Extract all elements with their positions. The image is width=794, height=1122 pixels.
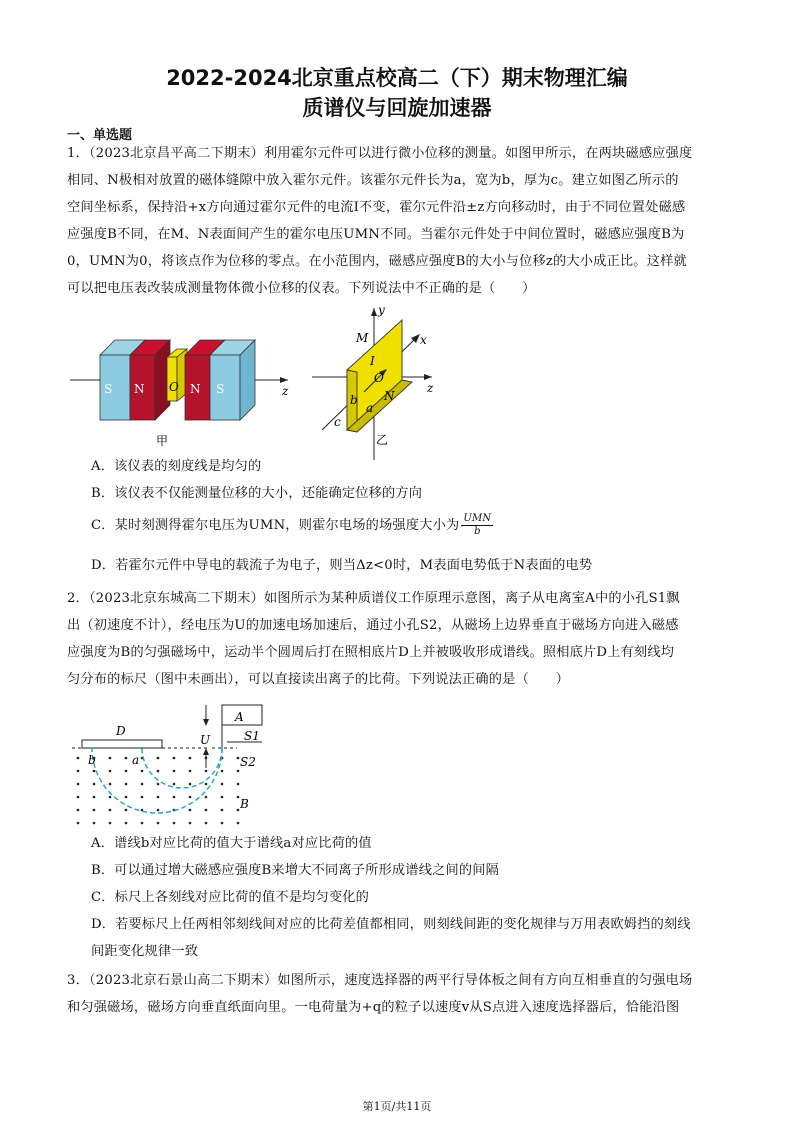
- magnetic-field-dot: [237, 809, 240, 812]
- q1-line: 相同、N极相对放置的磁体缝隙中放入霍尔元件。该霍尔元件长为a，宽为b，厚为c。建立如图乙所示的: [67, 173, 679, 188]
- q2-line: 匀分布的标尺（图中未画出），可以直接读出离子的比荷。下列说法正确的是（ ）: [67, 672, 570, 687]
- q1-line: 空间坐标系，保持沿+x方向通过霍尔元件的电流I不变，霍尔元件沿±z方向移动时，由于不同位置处磁感: [67, 200, 686, 215]
- yi-label-b: b: [350, 393, 358, 407]
- magnetic-field-dot: [109, 783, 112, 786]
- magnetic-field-dot: [173, 757, 176, 760]
- q2-option-d: D．若要标尺上任两相邻刻线间对应的比荷差值都相同，则刻线间距的变化规律与万用表欧姆挡的刻线: [91, 917, 691, 932]
- magnetic-field-dot: [189, 783, 192, 786]
- jia-label-n-right: N: [190, 382, 201, 396]
- magnetic-field-dot: [93, 809, 96, 812]
- yi-label-m: M: [356, 331, 369, 345]
- q1-option-b: B．该仪表不仅能测量位移的大小，还能确定位移的方向: [91, 486, 423, 501]
- magnetic-field-dot: [93, 770, 96, 773]
- q1-option-c: [91, 512, 755, 539]
- spec-label-d: D: [116, 724, 126, 738]
- q1-line: 0，UMN为0，将该点作为位移的零点。在小范围内，磁感应强度B的大小与位移z的大小成正比。这样就: [67, 254, 687, 269]
- magnetic-field-dot: [125, 757, 128, 760]
- magnetic-field-dot: [205, 796, 208, 799]
- spec-label-b-field: B: [240, 797, 249, 811]
- yi-label-i: I: [370, 354, 375, 368]
- magnetic-field-dot: [237, 796, 240, 799]
- q1-option-c-fraction: [461, 513, 493, 538]
- magnetic-field-dot: [173, 822, 176, 825]
- magnetic-field-dot: [173, 783, 176, 786]
- magnetic-field-dot: [109, 796, 112, 799]
- magnetic-field-dot: [173, 770, 176, 773]
- magnetic-field-dot: [109, 809, 112, 812]
- magnetic-field-dot: [141, 770, 144, 773]
- yi-label-o: O: [374, 371, 384, 385]
- magnetic-field-dot: [77, 809, 80, 812]
- magnetic-field-dot: [157, 783, 160, 786]
- spec-label-a-box: A: [235, 710, 244, 724]
- magnetic-field-dot: [189, 809, 192, 812]
- magnetic-field-dot: [221, 809, 224, 812]
- magnetic-field-dot: [141, 783, 144, 786]
- yi-label-c: c: [334, 415, 341, 429]
- spec-label-s1: S1: [244, 729, 260, 743]
- yi-caption: 乙: [376, 433, 389, 447]
- spec-label-s2: S2: [240, 755, 256, 769]
- magnetic-field-dot: [77, 822, 80, 825]
- magnetic-field-dot: [173, 796, 176, 799]
- q2-option-b: B．可以通过增大磁感应强度B来增大不同离子所形成谱线之间的间隔: [91, 863, 500, 878]
- magnetic-field-dot: [141, 796, 144, 799]
- q2-option-a: A．谱线b对应比荷的值大于谱线a对应比荷的值: [91, 836, 372, 851]
- q1-line: 应强度B不同，在M、N表面间产生的霍尔电压UMN不同。当霍尔元件处于中间位置时，磁感应强度B为: [67, 227, 685, 242]
- magnetic-field-dot: [221, 822, 224, 825]
- magnetic-field-dot: [189, 822, 192, 825]
- magnetic-field-dot: [93, 822, 96, 825]
- figure-mass-spectrometer: [72, 700, 272, 830]
- spec-label-a-line: a: [132, 753, 140, 767]
- magnetic-field-dot: [125, 783, 128, 786]
- jia-label-s-right: S: [216, 382, 225, 396]
- magnetic-field-dot: [157, 796, 160, 799]
- jia-label-n-left: N: [134, 382, 145, 396]
- q1-line: 可以把电压表改装成测量物体微小位移的仪表。下列说法中不正确的是（ ）: [67, 281, 536, 296]
- q3-line: 3．（2023北京石景山高二下期末）如图所示，速度选择器的两平行导体板之间有方向互相垂直的匀强电场: [67, 973, 693, 988]
- magnetic-field-dot: [77, 796, 80, 799]
- yi-label-y: y: [378, 303, 385, 317]
- q2-line: 出（初速度不计），经电压为U的加速电场加速后，通过小孔S2，从磁场上边界垂直于磁场方向进入磁感: [67, 618, 679, 633]
- magnetic-field-dot: [157, 822, 160, 825]
- fraction-denominator: b: [474, 526, 481, 537]
- figure-jia-magnets: [70, 315, 300, 460]
- magnetic-field-dot: [189, 796, 192, 799]
- magnetic-field-dot: [205, 822, 208, 825]
- magnetic-field-dot: [205, 809, 208, 812]
- q3-line: 和匀强磁场，磁场方向垂直纸面向里。一电荷量为+q的粒子以速度v从S点进入速度选择器后，恰能沿图: [67, 1000, 680, 1015]
- q1-option-c-text: C．某时刻测得霍尔电压为UMN，则霍尔电场的场强度大小为: [91, 518, 460, 533]
- magnetic-field-dot: [77, 770, 80, 773]
- jia-label-z: z: [282, 384, 289, 398]
- magnetic-field-dot: [157, 770, 160, 773]
- yi-label-n: N: [384, 389, 395, 403]
- yi-label-a: a: [366, 401, 374, 415]
- yi-label-z: z: [427, 381, 434, 395]
- fraction-numerator: UMN: [463, 513, 492, 524]
- magnetic-field-dot: [237, 783, 240, 786]
- q1-option-d: D．若霍尔元件中导电的载流子为电子，则当Δz<0时，M表面电势低于N表面的电势: [91, 558, 593, 573]
- document-title-line2: 质谱仪与回旋加速器: [302, 96, 492, 120]
- page-footer: 第1页/共11页: [362, 1100, 432, 1113]
- magnetic-field-dot: [93, 783, 96, 786]
- document-title-line1: 2022-2024北京重点校高二（下）期末物理汇编: [166, 66, 628, 90]
- magnetic-field-dot: [157, 809, 160, 812]
- magnetic-field-dot: [221, 770, 224, 773]
- q2-option-d-cont: 间距变化规律一致: [91, 944, 199, 959]
- magnetic-field-dot: [221, 783, 224, 786]
- magnetic-field-dot: [237, 757, 240, 760]
- magnetic-field-dot: [237, 822, 240, 825]
- magnetic-field-dot: [141, 822, 144, 825]
- magnetic-field-dot: [109, 822, 112, 825]
- q2-option-c: C．标尺上各刻线对应比荷的值不是均匀变化的: [91, 890, 370, 905]
- magnetic-field-dot: [93, 796, 96, 799]
- magnetic-field-dot: [237, 770, 240, 773]
- section-heading: 一、单选题: [67, 128, 133, 143]
- magnetic-field-dot: [157, 757, 160, 760]
- magnetic-field-dot: [125, 809, 128, 812]
- jia-caption: 甲: [156, 434, 169, 448]
- magnetic-field-dot: [77, 757, 80, 760]
- magnetic-field-dot: [189, 770, 192, 773]
- magnetic-field-dot: [125, 796, 128, 799]
- q1-option-a: A．该仪表的刻度线是均匀的: [91, 459, 262, 474]
- yi-label-x: x: [420, 333, 427, 347]
- magnetic-field-dot: [125, 822, 128, 825]
- jia-label-o: O: [169, 380, 179, 394]
- magnetic-field-dot: [189, 757, 192, 760]
- magnetic-field-dot: [205, 770, 208, 773]
- figure-yi-hall-element: [312, 300, 452, 465]
- magnetic-field-dot: [109, 757, 112, 760]
- q1-line: 1．（2023北京昌平高二下期末）利用霍尔元件可以进行微小位移的测量。如图甲所示，在两块磁感应强度: [67, 146, 693, 161]
- spec-label-b-line: b: [88, 753, 96, 767]
- magnetic-field-dot: [77, 783, 80, 786]
- q2-line: 应强度为B的匀强磁场中，运动半个圆周后打在照相底片D上并被吸收形成谱线。照相底片D上有刻线均: [67, 645, 675, 660]
- q2-line: 2．（2023北京东城高二下期末）如图所示为某种质谱仪工作原理示意图，离子从电离室A中的小孔S1飘: [67, 591, 680, 606]
- jia-label-s-left: S: [104, 382, 113, 396]
- magnetic-field-dot: [221, 796, 224, 799]
- magnetic-field-dot: [205, 783, 208, 786]
- magnetic-field-dot: [125, 770, 128, 773]
- magnetic-field-dot: [109, 770, 112, 773]
- spec-label-u: U: [200, 733, 211, 747]
